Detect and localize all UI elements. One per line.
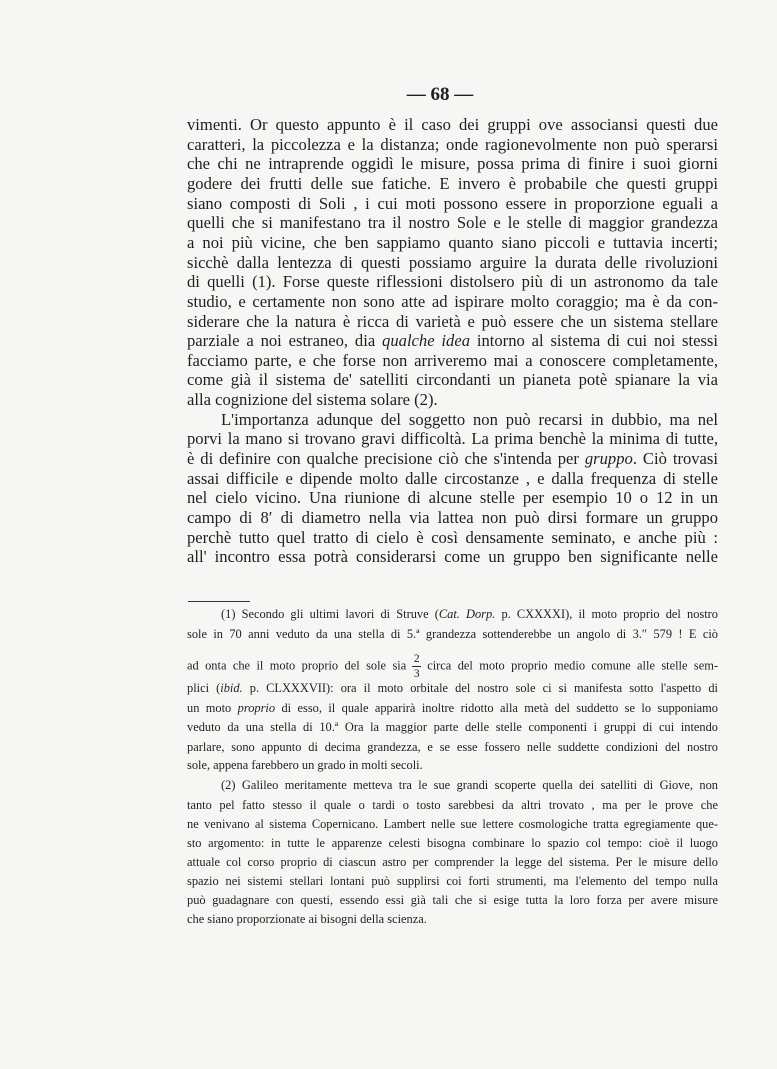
italic-text: proprio [237,701,276,715]
footnote-line: sto argomento: in tutte le apparenze celesti bisogna combinare lo spazio col tempo: cioè il luogo [187,836,718,850]
footnote-line: tanto pel fatto stesso il quale o tardi o tosto sarebbesi da altri trovato , ma per le prove che [187,798,718,812]
text: . Ciò trovasi [632,449,718,469]
text-line: campo di 8′ di diametro nella via lattea non può dirsi formare un gruppo [187,508,718,527]
text-line: nel cielo vicino. Una riunione di alcune stelle per esempio 10 o 12 in un [187,488,718,508]
text-line: a noi più vicine, che ben sappiamo quanto siano piccoli e tuttavia incerti; [187,232,718,252]
footnote-line: sole, appena farebbero un grado in molti secoli. [187,758,423,772]
footnote-1-line [187,606,718,622]
text: è di definire con qualche precisione ciò che s'intenda per [187,449,585,469]
text-line: perchè tutto quel tratto di cielo è così densamente seminato, e anche più : [187,527,718,547]
text-line: vimenti. Or questo appunto è il caso dei gruppi ove associansi questi due [187,115,718,134]
text: plici ( [187,681,221,695]
footnote-line [187,700,718,716]
fraction [412,653,421,680]
footnote-line [187,680,718,696]
text-line: siderare che la natura è ricca di varietà e può essere che un sistema stellare [187,311,718,331]
text: un moto [187,701,238,715]
italic-text: ibid. [220,681,243,695]
text-line: all' incontro essa potrà considerarsi come un gruppo ben significante nelle [187,547,718,567]
numerator: 2 [413,653,420,665]
text-line: assai difficile e dipende molto dalle circostanze , e dalla frequenza di stelle [187,468,718,488]
footnote-line: ne venivano al sistema Copernicano. Lambert nelle sue lettere cosmologiche tratta egregiamente que- [187,817,718,831]
text-line: L'importanza adunque del soggetto non può recarsi in dubbio, ma nel [221,409,718,429]
footnote-line: può guadagnare con questi, essendo essi già tali che si esige tutta la loro forza per avere misure [187,893,718,907]
text: di esso, il quale apparirà inoltre ridotto alla metà del suddetto se lo supponiamo [275,701,718,715]
footnote-line: parlare, sono appunto di decima grandezza, e se esse fossero nelle suddette condizioni del nostro [187,740,718,754]
footnote-line: veduto da una stella di 10.ª Ora la maggior parte delle stelle componenti i gruppi di cui intendo [187,720,718,734]
denominator: 3 [413,668,420,680]
italic-text: Cat. Dorp. [438,607,496,621]
footnote-line: sole in 70 anni veduto da una stella di 5.ª grandezza sottenderebbe un angolo di 3.″ 579 ! E ciò [187,627,718,641]
footnote-line: che siano proporzionate ai bisogni della scienza. [187,912,427,926]
text-line: siano composti di Soli , i cui moti possono essere in proporzione eguali a [187,193,718,213]
footnote-2-line: (2) Galileo meritamente metteva tra le sue grandi scoperte quella dei satelliti di Giove, non [221,778,718,792]
text: circa del moto proprio medio comune alle stelle sem- [427,658,719,673]
italic-text: gruppo [584,449,633,469]
text-line: quelli che si manifestano tra il nostro Sole e le stelle di maggior grandezza [187,213,718,233]
text: (1) Secondo gli ultimi lavori di Struve ( [221,607,439,621]
text-line: come già il sistema de' satelliti circondanti un pianeta potè spianare la via [187,370,718,390]
text-line: caratteri, la piccolezza e la distanza; onde ragionevolmente non può sperarsi [187,134,718,154]
text-line: godere dei frutti delle sue fatiche. E invero è probabile che questi gruppi [187,173,718,193]
text-line [187,449,718,469]
text-line: facciamo parte, e che forse non arriveremo mai a conoscere completamente, [187,350,718,370]
text: intorno al sistema di cui noi stessi [470,331,718,351]
footnote-line: spazio nei sistemi stellari lontani può supplirsi coi forti strumenti, ma l'elemento del tempo nulla [187,874,718,888]
text: ad onta che il moto proprio del sole sia [187,658,407,673]
text: p. CLXXXVII): ora il moto orbitale del nostro sole ci si manifesta sotto l'aspetto di [242,681,718,695]
footnote-line: attuale col corso proprio di ciascun astro per comprender la legge del sistema. Per le misure dello [187,855,718,869]
text-line: sicchè dalla lentezza di questi possiamo arguire la durata delle rivoluzioni [187,252,718,272]
italic-text: qualche idea [382,331,470,351]
footnote-separator [188,601,250,602]
footnote-line [187,653,718,680]
text-line: che chi ne intraprende oggidì le misure, possa prima di finire i suoi giorni [187,154,718,174]
text-line: porvi la mano si trovano gravi difficoltà. La prima benchè la minima di tutte, [187,429,718,449]
text-line [187,331,718,351]
text: p. CXXXXI), il moto proprio del nostro [495,607,718,621]
text: parziale a noi estraneo, dia [187,331,383,351]
page-number: — 68 — [406,84,474,105]
text-line: alla cognizione del sistema solare (2). [187,390,438,410]
text-line: di quelli (1). Forse queste riflessioni distolsero più di un astronomo da tale [187,272,718,292]
text-line: studio, e certamente non sono atte ad ispirare molto coraggio; ma è da con- [187,291,718,311]
